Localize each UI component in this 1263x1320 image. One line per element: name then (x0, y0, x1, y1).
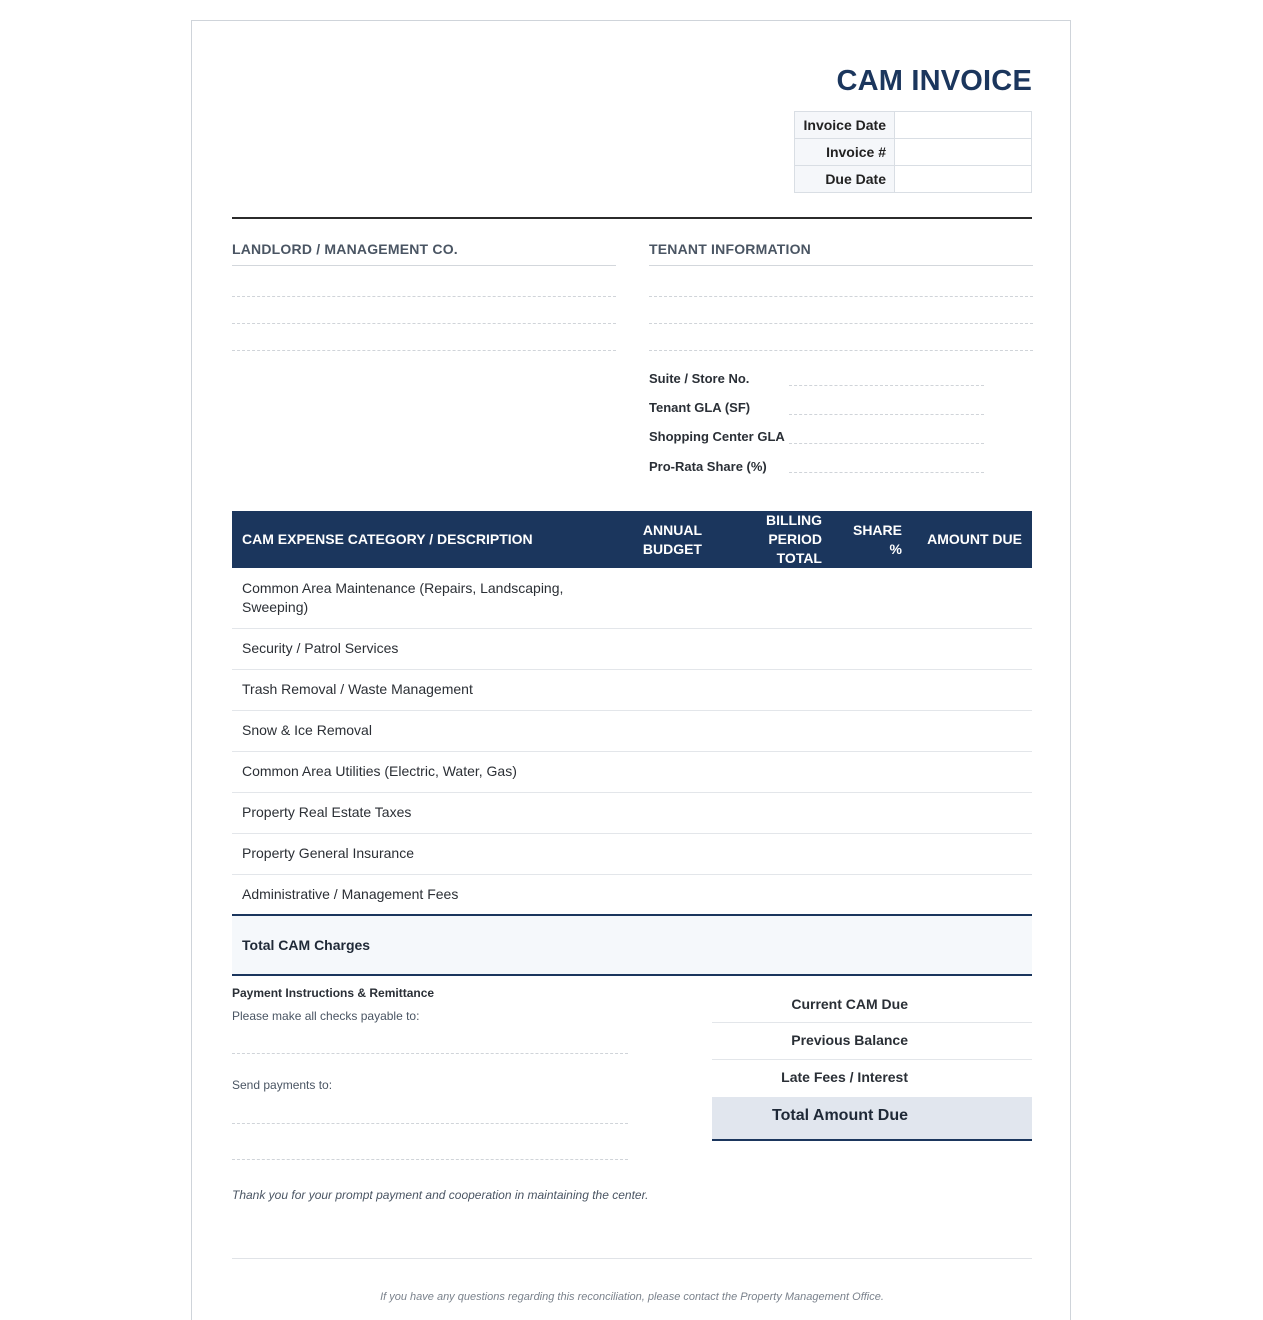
annual-budget-cell[interactable] (632, 751, 712, 792)
header-billing-period: BILLING PERIOD TOTAL (712, 511, 832, 568)
current-cam-due-label: Current CAM Due (791, 996, 908, 1012)
table-row (232, 710, 1032, 751)
header-annual-budget: ANNUAL BUDGET (632, 511, 712, 568)
amount-due-cell[interactable] (912, 710, 1032, 751)
tenant-gla-label: Tenant GLA (SF) (649, 400, 751, 415)
row-description: Property Real Estate Taxes (232, 792, 632, 833)
share-cell[interactable] (832, 833, 912, 874)
share-cell[interactable] (832, 751, 912, 792)
invoice-page (191, 20, 1071, 1320)
center-gla-field[interactable] (789, 443, 984, 444)
share-cell[interactable] (832, 669, 912, 710)
header-description: CAM EXPENSE CATEGORY / DESCRIPTION (232, 511, 632, 568)
annual-budget-cell[interactable] (632, 710, 712, 751)
landlord-line-3[interactable] (232, 324, 616, 351)
share-cell[interactable] (832, 792, 912, 833)
amount-due-cell[interactable] (912, 669, 1032, 710)
total-share-cell[interactable] (832, 915, 912, 975)
billing-total-cell[interactable] (712, 874, 832, 915)
table-row (232, 568, 1032, 628)
row-description: Administrative / Management Fees (242, 885, 459, 902)
suite-field[interactable] (789, 385, 984, 386)
amount-summary (712, 986, 1032, 1141)
late-fees-label: Late Fees / Interest (781, 1069, 908, 1085)
share-cell[interactable] (832, 628, 912, 669)
current-cam-due-row[interactable] (712, 986, 1032, 1023)
thank-you-note: Thank you for your prompt payment and cooperation in maintaining the center. (232, 1188, 649, 1202)
billing-total-cell[interactable] (712, 751, 832, 792)
amount-due-cell[interactable] (912, 568, 1032, 628)
tenant-line-1[interactable] (649, 266, 1033, 297)
annual-budget-cell[interactable] (632, 669, 712, 710)
suite-label: Suite / Store No. (649, 371, 750, 386)
invoice-number-label: Invoice # (795, 139, 895, 166)
footer-note: If you have any questions regarding this reconciliation, please contact the Property Management Office. (380, 1291, 884, 1303)
invoice-title: CAM INVOICE (836, 65, 1032, 97)
payment-instructions (232, 986, 628, 1160)
due-date-row (795, 166, 1032, 193)
payable-to-field[interactable] (232, 1023, 628, 1054)
header-amount-due: AMOUNT DUE (912, 511, 1032, 568)
share-cell[interactable] (832, 874, 912, 915)
invoice-date-field[interactable] (895, 112, 1032, 139)
table-row (232, 628, 1032, 669)
landlord-heading: LANDLORD / MANAGEMENT CO. (232, 241, 616, 266)
tenant-gla-field[interactable] (789, 414, 984, 415)
landlord-section (232, 241, 616, 351)
amount-due-cell[interactable] (912, 751, 1032, 792)
row-description: Common Area Maintenance (Repairs, Landscaping, Sweeping) (232, 568, 632, 628)
table-row (232, 833, 1032, 874)
landlord-line-2[interactable] (232, 297, 616, 324)
billing-total-cell[interactable] (712, 792, 832, 833)
invoice-number-row (795, 139, 1032, 166)
share-cell[interactable] (832, 710, 912, 751)
send-to-line-1[interactable] (232, 1092, 628, 1124)
row-description: Snow & Ice Removal (232, 710, 632, 751)
total-amount-due-label: Total Amount Due (772, 1107, 908, 1124)
tenant-section (649, 241, 1033, 351)
billing-total-cell[interactable] (712, 669, 832, 710)
payment-heading: Payment Instructions & Remittance (232, 986, 435, 1000)
footer-divider (232, 1258, 1032, 1259)
amount-due-cell[interactable] (912, 833, 1032, 874)
tenant-line-3[interactable] (649, 324, 1033, 351)
total-billing-cell[interactable] (712, 915, 832, 975)
invoice-date-row (795, 112, 1032, 139)
invoice-meta-table (794, 111, 1032, 193)
landlord-line-1[interactable] (232, 266, 616, 297)
total-amount-cell[interactable] (912, 915, 1032, 975)
table-row (232, 669, 1032, 710)
payable-to-label: Please make all checks payable to: (232, 1009, 420, 1023)
cam-expense-table (232, 511, 1032, 976)
due-date-field[interactable] (895, 166, 1032, 193)
table-row (232, 874, 1032, 915)
total-row (232, 915, 1032, 975)
previous-balance-row[interactable] (712, 1023, 1032, 1060)
table-header-row (232, 511, 1032, 568)
total-label: Total CAM Charges (232, 915, 632, 975)
row-description: Property General Insurance (232, 833, 632, 874)
table-row (232, 792, 1032, 833)
annual-budget-cell[interactable] (632, 568, 712, 628)
due-date-label: Due Date (795, 166, 895, 193)
invoice-number-field[interactable] (895, 139, 1032, 166)
tenant-heading: TENANT INFORMATION (649, 241, 1033, 266)
late-fees-row[interactable] (712, 1060, 1032, 1097)
row-description: Common Area Utilities (Electric, Water, Gas) (232, 751, 632, 792)
previous-balance-label: Previous Balance (791, 1032, 908, 1048)
annual-budget-cell[interactable] (632, 833, 712, 874)
header-divider (232, 217, 1032, 219)
row-description: Trash Removal / Waste Management (232, 669, 632, 710)
send-to-label: Send payments to: (232, 1078, 333, 1092)
annual-budget-cell[interactable] (632, 628, 712, 669)
amount-due-cell[interactable] (912, 628, 1032, 669)
tenant-line-2[interactable] (649, 297, 1033, 324)
annual-budget-cell[interactable] (632, 792, 712, 833)
send-to-line-2[interactable] (232, 1124, 628, 1160)
billing-total-cell[interactable] (712, 833, 832, 874)
billing-total-cell[interactable] (712, 568, 832, 628)
total-annual-cell[interactable] (632, 915, 712, 975)
billing-total-cell[interactable] (712, 710, 832, 751)
row-description: Security / Patrol Services (232, 628, 632, 669)
annual-budget-cell[interactable] (632, 874, 712, 915)
header-share: SHARE % (832, 511, 912, 568)
table-row (232, 751, 1032, 792)
center-gla-label: Shopping Center GLA (649, 429, 785, 444)
pro-rata-label: Pro-Rata Share (%) (649, 459, 767, 474)
billing-total-cell[interactable] (712, 628, 832, 669)
invoice-date-label: Invoice Date (795, 112, 895, 139)
share-cell[interactable] (832, 568, 912, 628)
amount-due-cell[interactable] (912, 792, 1032, 833)
total-amount-due-row[interactable] (712, 1097, 1032, 1141)
amount-due-cell[interactable] (912, 874, 1032, 915)
pro-rata-field[interactable] (789, 472, 984, 473)
